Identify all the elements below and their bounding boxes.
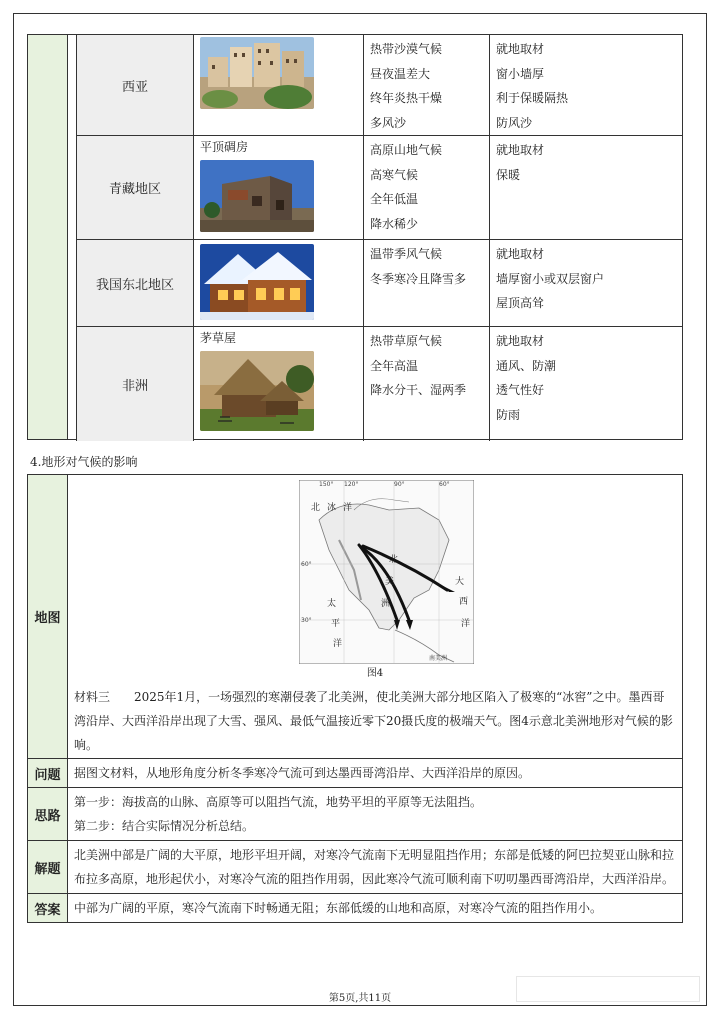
- feature-cell: [490, 240, 682, 326]
- climate-line: 温带季风气候: [370, 247, 443, 261]
- climate-line: 多风沙: [370, 115, 407, 130]
- map-figure: [74, 475, 676, 665]
- answer-label: 答案: [28, 894, 68, 922]
- feature-line: 防雨: [496, 407, 521, 422]
- lon-label: 90°: [394, 481, 405, 488]
- image-cell: [194, 327, 364, 441]
- terrain-climate-table: [27, 474, 683, 923]
- feature-line: 透气性好: [496, 383, 545, 397]
- climate-line: 高寒气候: [370, 167, 419, 182]
- map-content: [68, 475, 682, 759]
- climate-cell: [364, 136, 490, 239]
- map-place-label: 太: [327, 599, 337, 609]
- idea-label: 思路: [28, 788, 68, 840]
- region-cell: 我国东北地区: [76, 240, 194, 326]
- solution-row: [28, 841, 682, 894]
- feature-line: 通风、防潮: [496, 358, 557, 373]
- feature-line: 就地取材: [496, 334, 545, 348]
- map-place-label: 洋: [333, 639, 343, 649]
- table-row: [76, 327, 682, 441]
- lon-label: 150°: [319, 481, 334, 488]
- feature-line: 就地取材: [496, 42, 545, 56]
- feature-line: 利于保暖隔热: [496, 91, 569, 105]
- solution-text: 北美洲中部是广阔的大平原，地形平坦开阔，对寒冷气流南下无明显阻挡作用；东部是低矮的阿巴拉契亚山脉和拉布拉多高原，地形起伏小，对寒冷气流的阻挡作用弱，因此寒冷气流可顺利南下叨叨墨西哥湾沿岸，大西洋沿岸。: [74, 848, 675, 886]
- lon-label: 60°: [439, 481, 450, 488]
- table-row: [76, 136, 682, 240]
- region-cell: 非洲: [76, 327, 194, 441]
- map-place-label: 西: [459, 597, 469, 607]
- housing-climate-table: [27, 34, 683, 440]
- map-place-label: 南美洲: [429, 655, 448, 662]
- map-place-label: 洲: [381, 599, 391, 609]
- climate-line: 高原山地气候: [370, 143, 443, 157]
- image-caption: 平顶碉房: [200, 140, 249, 154]
- map-place-label: 北: [389, 555, 399, 565]
- map-label: 地图: [28, 475, 68, 758]
- idea-step: 第一步：海拔高的山脉、高原等可以阻挡气流，地势平坦的平原等无法阻挡。: [74, 795, 483, 809]
- region-cell: 西亚: [76, 35, 194, 135]
- image-caption: 茅草屋: [200, 331, 237, 345]
- feature-line: 防风沙: [496, 115, 533, 130]
- climate-line: 热带沙漠气候: [370, 42, 443, 56]
- map-place-label: 平: [331, 619, 341, 629]
- region-cell: 青藏地区: [76, 136, 194, 239]
- climate-line: 全年高温: [370, 358, 419, 373]
- material-text: 材料三 2025年1月，一场强烈的寒潮侵袭了北美洲，使北美洲大部分地区陷入了极寒的“冰窖”之中。墨西哥湾沿岸、大西洋沿岸出现了大雪、强风、最低气温接近零下20摄氏度的极端天气。图4示意北美洲地形对气候的影响。: [74, 690, 673, 752]
- figure-caption: 图4: [366, 668, 384, 679]
- image-cell: [194, 35, 364, 135]
- question-text: 据图文材料，从地形角度分析冬季寒冷气流可到达墨西哥湾沿岸、大西洋沿岸的原因。: [74, 766, 531, 780]
- north-america-map: [299, 480, 474, 664]
- image-cell: [194, 136, 364, 239]
- climate-cell: [364, 240, 490, 326]
- feature-cell: [490, 136, 682, 239]
- feature-cell: [490, 327, 682, 441]
- idea-step: 第二步：结合实际情况分析总结。: [74, 819, 255, 833]
- map-place-label: 洋: [461, 619, 471, 629]
- solution-label: 解题: [28, 841, 68, 893]
- feature-line: 就地取材: [496, 143, 545, 157]
- page-footer: 第5页,共11页: [328, 993, 392, 1004]
- idea-row: [28, 788, 682, 841]
- climate-line: 降水稀少: [370, 216, 419, 231]
- map-place-label: 冰: [327, 503, 337, 513]
- feature-line: 保暖: [496, 167, 521, 182]
- climate-cell: [364, 35, 490, 135]
- lon-label: 120°: [344, 481, 359, 488]
- climate-line: 降水分干、湿两季: [370, 383, 467, 397]
- feature-line: 窗小墙厚: [496, 66, 545, 81]
- answer-row: [28, 894, 682, 922]
- lat-label: 30°: [301, 617, 312, 624]
- map-place-label: 洋: [343, 503, 353, 513]
- feature-line: 就地取材: [496, 247, 545, 261]
- climate-line: 冬季寒冷且降雪多: [370, 271, 467, 286]
- west-asia-building-photo: [200, 37, 314, 109]
- feature-line: 屋顶高耸: [496, 296, 545, 310]
- table-row: [76, 240, 682, 327]
- climate-line: 热带草原气候: [370, 334, 443, 348]
- climate-line: 全年低温: [370, 192, 419, 206]
- question-row: [28, 759, 682, 788]
- table-row: [76, 35, 682, 136]
- idea-content: [68, 788, 682, 840]
- climate-line: 终年炎热干燥: [370, 91, 443, 105]
- northeast-house-photo: [200, 244, 314, 320]
- feature-line: 墙厚窗小或双层窗户: [496, 271, 605, 286]
- map-place-label: 北: [311, 503, 321, 513]
- map-place-label: 大: [455, 577, 465, 587]
- map-row: [28, 475, 682, 759]
- climate-line: 昼夜温差大: [370, 66, 431, 81]
- feature-cell: [490, 35, 682, 135]
- africa-hut-photo: [200, 351, 314, 431]
- climate-cell: [364, 327, 490, 441]
- table-side-column: [28, 35, 68, 439]
- question-label: 问题: [28, 759, 68, 787]
- tibet-house-photo: [200, 160, 314, 232]
- section-title: 4.地形对气候的影响: [30, 455, 138, 469]
- lat-label: 60°: [301, 561, 312, 568]
- map-place-label: 美: [385, 577, 395, 587]
- image-cell: [194, 240, 364, 326]
- answer-text: 中部为广阔的平原，寒冷气流南下时畅通无阻；东部低缓的山地和高原，对寒冷气流的阻挡作用小。: [74, 901, 603, 915]
